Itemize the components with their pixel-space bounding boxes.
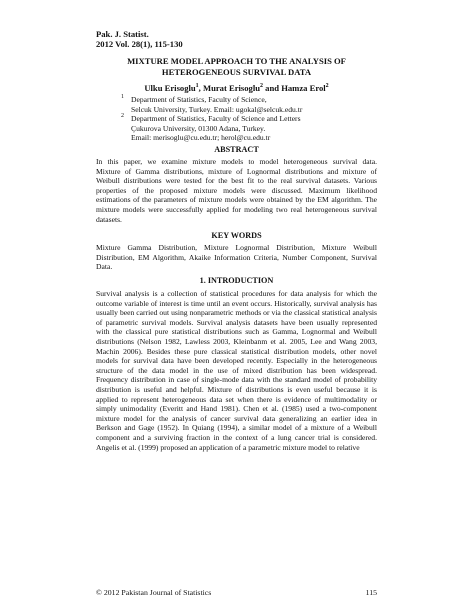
journal-name: Pak. J. Statist. — [96, 29, 149, 39]
abstract-text — [96, 157, 377, 224]
text-line: properties of the proposed mixture models were discussed. Maximum likelihood — [96, 185, 377, 195]
text-line: Survival analysis is a collection of statistical procedures for data analysis for which the — [96, 289, 377, 298]
text-line: distribution is useful and helpful. Mixture of distributions is even useful because it is — [96, 384, 377, 394]
author-list — [96, 83, 377, 93]
text-line: In this paper, we examine mixture models to model heterogeneous survival data. — [96, 157, 377, 166]
author-name: Murat Erisoglu — [202, 83, 261, 93]
paper-title — [96, 56, 377, 77]
affiliation-line: Department of Statistics, Faculty of Science, — [131, 95, 267, 104]
text-line: structure of the data model in the use of mixed distribution has been widespread. — [96, 365, 377, 375]
page-footer — [96, 588, 377, 597]
text-line: datasets. — [96, 214, 122, 224]
text-line: simply unimodality (Everitt and Hand 1981). Chen et al. (1985) used a two-component — [96, 404, 377, 414]
introduction-heading: 1. INTRODUCTION — [199, 276, 274, 285]
abstract-heading: ABSTRACT — [214, 145, 259, 154]
journal-citation — [96, 29, 183, 49]
affiliation-line: Email: merisoglu@cu.edu.tr; herol@cu.edu.tr — [131, 133, 271, 143]
affiliation-line: Selcuk University, Turkey. Email: ugokal@selcuk.edu.tr — [131, 104, 303, 114]
text-line: Frequency distribution in case of single-mode data with the standard model of probability — [96, 375, 377, 385]
text-line: mixture model for the analysis of cancer survival data generalizing an earlier idea in — [96, 413, 377, 423]
text-line: usually been carried out using nonparametric methods or via the classical statistical analysis — [96, 308, 377, 318]
author-separator: , — [198, 83, 203, 93]
text-line: Data. — [96, 262, 113, 272]
text-line: with the classical pure statistical distributions such as Gamma, Lognormal and Weibull — [96, 327, 377, 337]
text-line: applied to represent heterogeneous data set when there is evidence of multimodality or — [96, 394, 377, 404]
text-line: Machin 2006). Besides these pure classical statistical distribution models, other novel — [96, 346, 377, 356]
copyright-notice: © 2012 Pakistan Journal of Statistics — [96, 588, 212, 597]
text-line: models for survival data have been developed recently. Especially in the heterogeneous — [96, 356, 377, 366]
text-line: Mixture Gamma Distribution, Mixture Lognormal Distribution, Mixture Weibull — [96, 243, 377, 252]
page-number: 115 — [365, 588, 377, 597]
text-line: Berkson and Gage (1952). In Quiang (1994), a similar model of a mixture of a Weibull — [96, 423, 377, 433]
journal-volume: 2012 Vol. 28(1), 115-130 — [96, 39, 183, 49]
text-line: outcome variable of interest is time until an event occurs. Historically, survival analysis has — [96, 298, 377, 308]
keywords-text — [96, 243, 377, 272]
affiliation-line: Çukurova University, 01300 Adana, Turkey. — [131, 123, 266, 133]
text-line: Distribution, EM Algorithm, Akaike Information Criteria, Number Component, Survival — [96, 252, 377, 262]
text-line: mixture models were successfully applied for modeling two real heterogeneous survival — [96, 204, 377, 214]
author-separator: and — [263, 83, 282, 93]
affiliation-line: Department of Statistics, Faculty of Science and Letters — [131, 114, 301, 123]
author-affiliation-mark: 1 — [195, 83, 199, 90]
author-name: Hamza Erol — [281, 83, 326, 93]
text-line: distributions (Nelson 1982, Lawless 2003, Kleinbanm et al. 2005, Lee and Wang 2003, — [96, 336, 377, 346]
affiliation-number: 1 — [121, 94, 124, 100]
text-line: Mixture of Gamma distributions, mixture of Lognormal distributions and mixture of — [96, 166, 377, 176]
introduction-text — [96, 289, 377, 452]
text-line: component and a surviving fraction in the context of a lung cancer trial is considered. — [96, 432, 377, 442]
affiliation-number: 2 — [121, 113, 124, 119]
text-line: of parametric survival models. Survival analysis datasets have been usually represented — [96, 317, 377, 327]
text-line: Angelis et al. (1999) proposed an application of a parametric mixture model to relative — [96, 442, 360, 452]
author-name: Ulku Erisoglu — [144, 83, 196, 93]
keywords-heading: KEY WORDS — [211, 231, 262, 240]
text-line: Weibull distributions were tested for the best fit to the real survival datasets. Various — [96, 176, 377, 186]
affiliation-1 — [121, 94, 303, 114]
affiliation-2 — [121, 113, 301, 143]
author-affiliation-mark: 2 — [260, 83, 264, 90]
title-line: HETEROGENEOUS SURVIVAL DATA — [161, 66, 312, 77]
author-affiliation-mark: 2 — [325, 83, 329, 90]
text-line: estimations of the parameters of mixture models were obtained by the EM algorithm. The — [96, 195, 377, 205]
title-line: MIXTURE MODEL APPROACH TO THE ANALYSIS OF — [127, 56, 346, 66]
